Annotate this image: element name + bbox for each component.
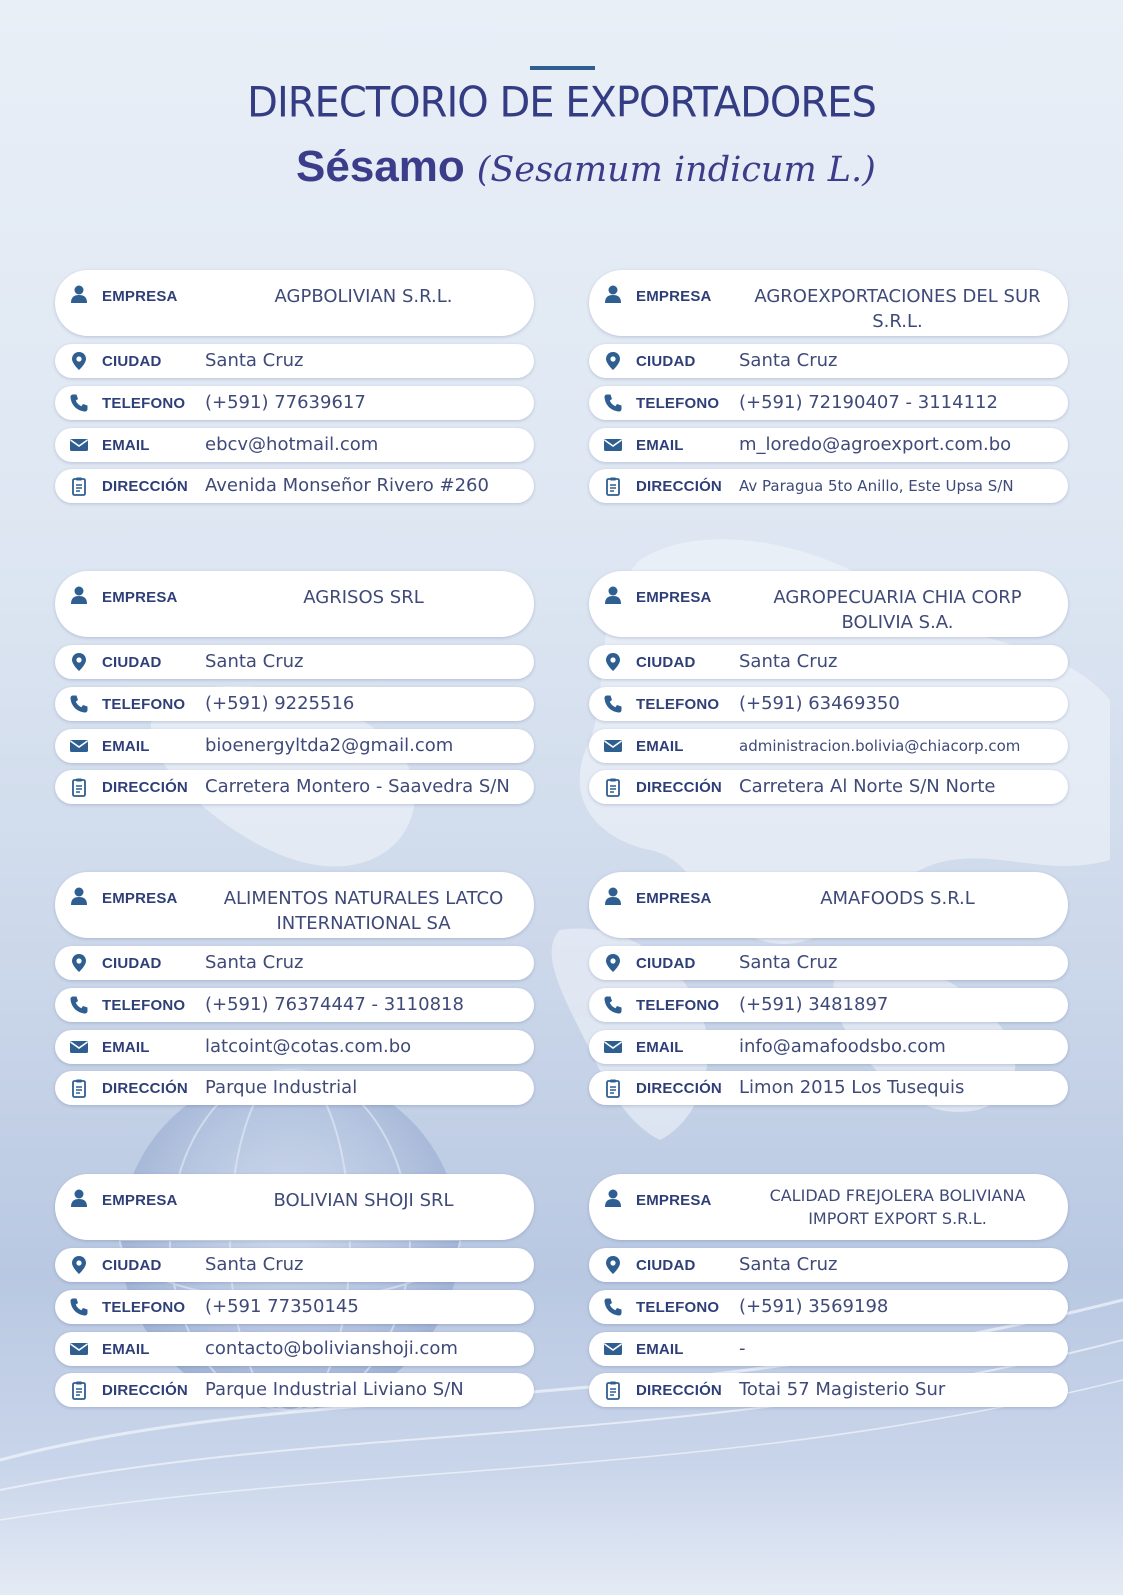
empresa-row [55,571,534,637]
ciudad-label: CIUDAD [636,955,696,972]
email-row [55,428,534,462]
empresa-row [589,1174,1068,1240]
clipboard-icon [69,777,89,797]
ciudad-row [589,1248,1068,1282]
empresa-label: EMPRESA [102,589,178,606]
email-label: EMAIL [102,738,150,755]
location-pin-icon [603,351,623,371]
email-row [589,1332,1068,1366]
email-value[interactable]: administracion.bolivia@chiacorp.com [739,737,1021,755]
ciudad-row [589,344,1068,378]
telefono-label: TELEFONO [102,1299,186,1316]
user-icon [69,585,89,605]
email-value[interactable]: contacto@bolivianshoji.com [205,1338,458,1359]
telefono-row [55,386,534,420]
company-name: CALIDAD FREJOLERA BOLIVIANA IMPORT EXPORT S.R.L. [769,1186,1026,1228]
empresa-row [589,571,1068,637]
telefono-value: (+591) 63469350 [739,693,900,714]
clipboard-icon [603,476,623,496]
empresa-row [55,872,534,938]
telefono-row [589,386,1068,420]
direccion-value: Parque Industrial Liviano S/N [205,1379,464,1400]
location-pin-icon [69,351,89,371]
email-label: EMAIL [102,437,150,454]
direccion-value: Carretera Al Norte S/N Norte [739,776,996,797]
direccion-label: DIRECCIÓN [636,1382,722,1399]
email-value[interactable]: ebcv@hotmail.com [205,434,379,455]
telefono-value: (+591) 3569198 [739,1296,889,1317]
empresa-label: EMPRESA [102,890,178,907]
telefono-label: TELEFONO [102,696,186,713]
direccion-value: Carretera Montero - Saavedra S/N [205,776,510,797]
ciudad-label: CIUDAD [636,1257,696,1274]
direccion-label: DIRECCIÓN [102,478,188,495]
telefono-row [589,687,1068,721]
empresa-row [55,270,534,336]
envelope-icon [69,435,89,455]
page-subtitle [296,142,876,192]
ciudad-value: Santa Cruz [739,350,838,371]
direccion-row [55,1373,534,1407]
envelope-icon [69,1037,89,1057]
email-label: EMAIL [102,1341,150,1358]
company-name: ALIMENTOS NATURALES LATCO INTERNATIONAL SA [223,888,504,934]
email-value[interactable]: latcoint@cotas.com.bo [205,1036,412,1057]
direccion-value: Totai 57 Magisterio Sur [739,1379,946,1400]
telefono-row [55,988,534,1022]
ciudad-value: Santa Cruz [205,952,304,973]
direccion-row [55,1071,534,1105]
clipboard-icon [603,777,623,797]
envelope-icon [603,736,623,756]
phone-icon [69,1297,89,1317]
telefono-row [589,1290,1068,1324]
clipboard-icon [69,476,89,496]
direccion-value: Limon 2015 Los Tusequis [739,1077,965,1098]
location-pin-icon [603,1255,623,1275]
clipboard-icon [603,1078,623,1098]
user-icon [603,886,623,906]
email-value[interactable]: m_loredo@agroexport.com.bo [739,434,1012,455]
telefono-row [55,1290,534,1324]
ciudad-value: Santa Cruz [739,1254,838,1275]
telefono-value: (+591) 76374447 - 3110818 [205,994,464,1015]
envelope-icon [603,1037,623,1057]
email-row [55,729,534,763]
ciudad-label: CIUDAD [636,654,696,671]
empresa-row [589,872,1068,938]
telefono-value: (+591) 72190407 - 3114112 [739,392,998,413]
phone-icon [603,694,623,714]
clipboard-icon [69,1380,89,1400]
direccion-row [589,469,1068,503]
direccion-value: Avenida Monseñor Rivero #260 [205,475,489,496]
envelope-icon [69,736,89,756]
company-name: AMAFOODS S.R.L [820,888,975,909]
phone-icon [69,995,89,1015]
email-row [589,1030,1068,1064]
user-icon [69,284,89,304]
email-label: EMAIL [636,1039,684,1056]
empresa-label: EMPRESA [102,288,178,305]
ciudad-row [589,946,1068,980]
subtitle-scientific-name: (Sesamum indicum L.) [476,150,876,190]
direccion-row [589,770,1068,804]
telefono-row [589,988,1068,1022]
telefono-label: TELEFONO [102,395,186,412]
empresa-label: EMPRESA [636,589,712,606]
empresa-label: EMPRESA [636,1192,712,1209]
direccion-label: DIRECCIÓN [102,779,188,796]
phone-icon [69,393,89,413]
envelope-icon [69,1339,89,1359]
envelope-icon [603,1339,623,1359]
empresa-label: EMPRESA [636,288,712,305]
email-value[interactable]: bioenergyltda2@gmail.com [205,735,454,756]
ciudad-row [55,1248,534,1282]
user-icon [69,886,89,906]
empresa-label: EMPRESA [636,890,712,907]
ciudad-value: Santa Cruz [739,952,838,973]
ciudad-value: Santa Cruz [739,651,838,672]
user-icon [603,585,623,605]
subtitle-common-name: Sésamo [296,142,465,191]
user-icon [603,284,623,304]
company-name: AGRISOS SRL [303,587,424,608]
email-value[interactable]: info@amafoodsbo.com [739,1036,946,1057]
direccion-row [55,770,534,804]
clipboard-icon [603,1380,623,1400]
email-label: EMAIL [636,738,684,755]
telefono-value: (+591) 77639617 [205,392,366,413]
telefono-value: (+591 77350145 [205,1296,359,1317]
email-row [589,428,1068,462]
email-label: EMAIL [636,437,684,454]
location-pin-icon [69,1255,89,1275]
telefono-label: TELEFONO [636,997,720,1014]
direccion-label: DIRECCIÓN [102,1382,188,1399]
empresa-label: EMPRESA [102,1192,178,1209]
ciudad-value: Santa Cruz [205,350,304,371]
email-row [589,729,1068,763]
envelope-icon [603,435,623,455]
user-icon [69,1188,89,1208]
location-pin-icon [603,652,623,672]
ciudad-row [589,645,1068,679]
telefono-label: TELEFONO [102,997,186,1014]
phone-icon [603,995,623,1015]
telefono-value: (+591) 3481897 [739,994,889,1015]
telefono-label: TELEFONO [636,1299,720,1316]
ciudad-value: Santa Cruz [205,651,304,672]
location-pin-icon [69,652,89,672]
email-row [55,1030,534,1064]
telefono-value: (+591) 9225516 [205,693,355,714]
telefono-label: TELEFONO [636,696,720,713]
direccion-row [55,469,534,503]
phone-icon [603,1297,623,1317]
ciudad-row [55,344,534,378]
company-name: AGPBOLIVIAN S.R.L. [274,286,453,307]
empresa-row [589,270,1068,336]
ciudad-label: CIUDAD [102,654,162,671]
empresa-row [55,1174,534,1240]
phone-icon [69,694,89,714]
email-row [55,1332,534,1366]
clipboard-icon [69,1078,89,1098]
phone-icon [603,393,623,413]
user-icon [603,1188,623,1208]
page-title: DIRECTORIO DE EXPORTADORES [247,78,876,128]
ciudad-label: CIUDAD [102,955,162,972]
ciudad-row [55,946,534,980]
email-value[interactable]: - [739,1338,746,1359]
direccion-row [589,1373,1068,1407]
company-name: AGROEXPORTACIONES DEL SUR S.R.L. [754,286,1041,332]
ciudad-label: CIUDAD [636,353,696,370]
direccion-label: DIRECCIÓN [636,779,722,796]
ciudad-row [55,645,534,679]
direccion-value: Parque Industrial [205,1077,358,1098]
company-name: BOLIVIAN SHOJI SRL [273,1190,454,1211]
email-label: EMAIL [636,1341,684,1358]
title-accent-line [530,66,595,70]
company-name: AGROPECUARIA CHIA CORP BOLIVIA S.A. [773,587,1022,633]
location-pin-icon [603,953,623,973]
direccion-value: Av Paragua 5to Anillo, Este Upsa S/N [739,477,1014,495]
email-label: EMAIL [102,1039,150,1056]
telefono-row [55,687,534,721]
direccion-label: DIRECCIÓN [102,1080,188,1097]
direccion-row [589,1071,1068,1105]
direccion-label: DIRECCIÓN [636,1080,722,1097]
telefono-label: TELEFONO [636,395,720,412]
location-pin-icon [69,953,89,973]
direccion-label: DIRECCIÓN [636,478,722,495]
ciudad-label: CIUDAD [102,1257,162,1274]
ciudad-value: Santa Cruz [205,1254,304,1275]
ciudad-label: CIUDAD [102,353,162,370]
